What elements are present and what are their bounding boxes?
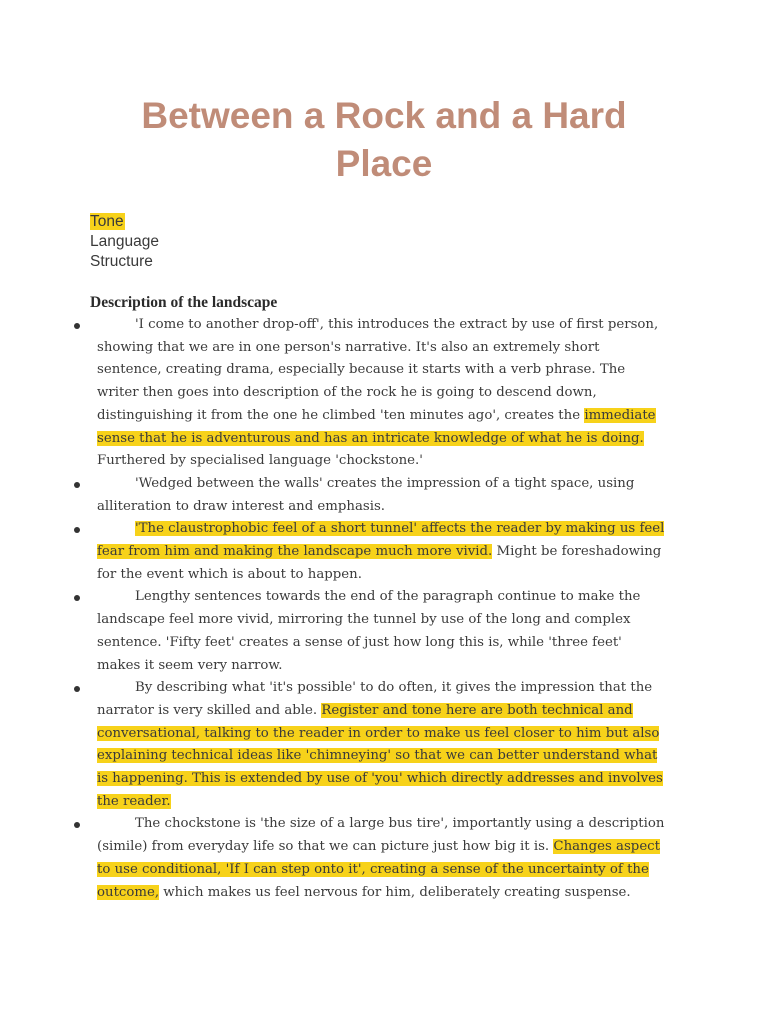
category-item-tone: [90, 212, 160, 232]
bullet-text: which makes us feel nervous for him, deliberately creating suspense.: [159, 884, 631, 900]
category-item-structure: [90, 252, 160, 272]
highlighted-text: Changes aspect to use conditional, 'If I can step onto it', creating a sense of the uncertainty of the outcome,: [97, 839, 660, 900]
highlighted-text: Register and tone here are both technical and conversational, talking to the reader in order to make us feel closer to him but also explaining technical ideas like 'chimneying' so that we can better understand what is happening. This is extended by use of 'you' which directly addresses and involves the reader.: [97, 702, 663, 809]
document-title: Between a Rock and a Hard Place: [141, 95, 627, 184]
bullet-dot-icon: [74, 686, 80, 692]
highlighted-text: 'The claustrophobic feel of a short tunnel' affects the reader by making us feel fear from him and making the landscape much more vivid.: [97, 521, 665, 560]
category-item-language: [90, 232, 160, 252]
bullet-text: 'I come to another drop-off', this introduces the extract by use of first person, showing that we are in one person's narrative. It's also an extremely short sentence, creating drama, especially because it starts with a verb phrase. The writer then goes into description of the rock he is going to descend down, distinguishing it from the one he climbed 'ten minutes ago', creates the: [97, 317, 659, 423]
category-label: Language: [90, 233, 159, 250]
analysis-bullet: [0, 813, 667, 904]
bullet-dot-icon: [74, 595, 80, 601]
category-label: Tone: [90, 213, 124, 230]
category-list: [90, 212, 160, 272]
analysis-bullet: [0, 677, 667, 813]
bullet-text: Lengthy sentences towards the end of the paragraph continue to make the landscape feel more vivid, mirroring the tunnel by use of the long and complex sentence. 'Fifty feet' creates a sense of just how long this is, while 'three feet' makes it seem very narrow.: [97, 589, 641, 673]
analysis-bullet: [0, 586, 667, 677]
analysis-bullet: [0, 518, 667, 586]
analysis-bullet: [0, 473, 667, 518]
bullet-text: Furthered by specialised language 'chockstone.': [97, 453, 423, 469]
bullet-text: Might be foreshadowing for the event which is about to happen.: [97, 544, 662, 582]
category-label: Structure: [90, 253, 153, 270]
analysis-bullet: [0, 314, 667, 473]
bullet-dot-icon: [74, 482, 80, 488]
bullet-dot-icon: [74, 323, 80, 329]
bullet-dot-icon: [74, 527, 80, 533]
bullet-text: 'Wedged between the walls' creates the impression of a tight space, using alliteration to draw interest and emphasis.: [97, 475, 635, 514]
bullet-text: By describing what 'it's possible' to do often, it gives the impression that the narrator is very skilled and able.: [97, 680, 653, 718]
analysis-bullet-list: [0, 314, 768, 904]
bullet-text: The chockstone is 'the size of a large bus tire', importantly using a description (simile) from everyday life so that we can picture just how big it is.: [97, 816, 665, 855]
highlighted-text: immediate sense that he is adventurous and has an intricate knowledge of what he is doing.: [97, 407, 656, 446]
bullet-dot-icon: [74, 822, 80, 828]
section-heading: Description of the landscape: [90, 294, 278, 311]
